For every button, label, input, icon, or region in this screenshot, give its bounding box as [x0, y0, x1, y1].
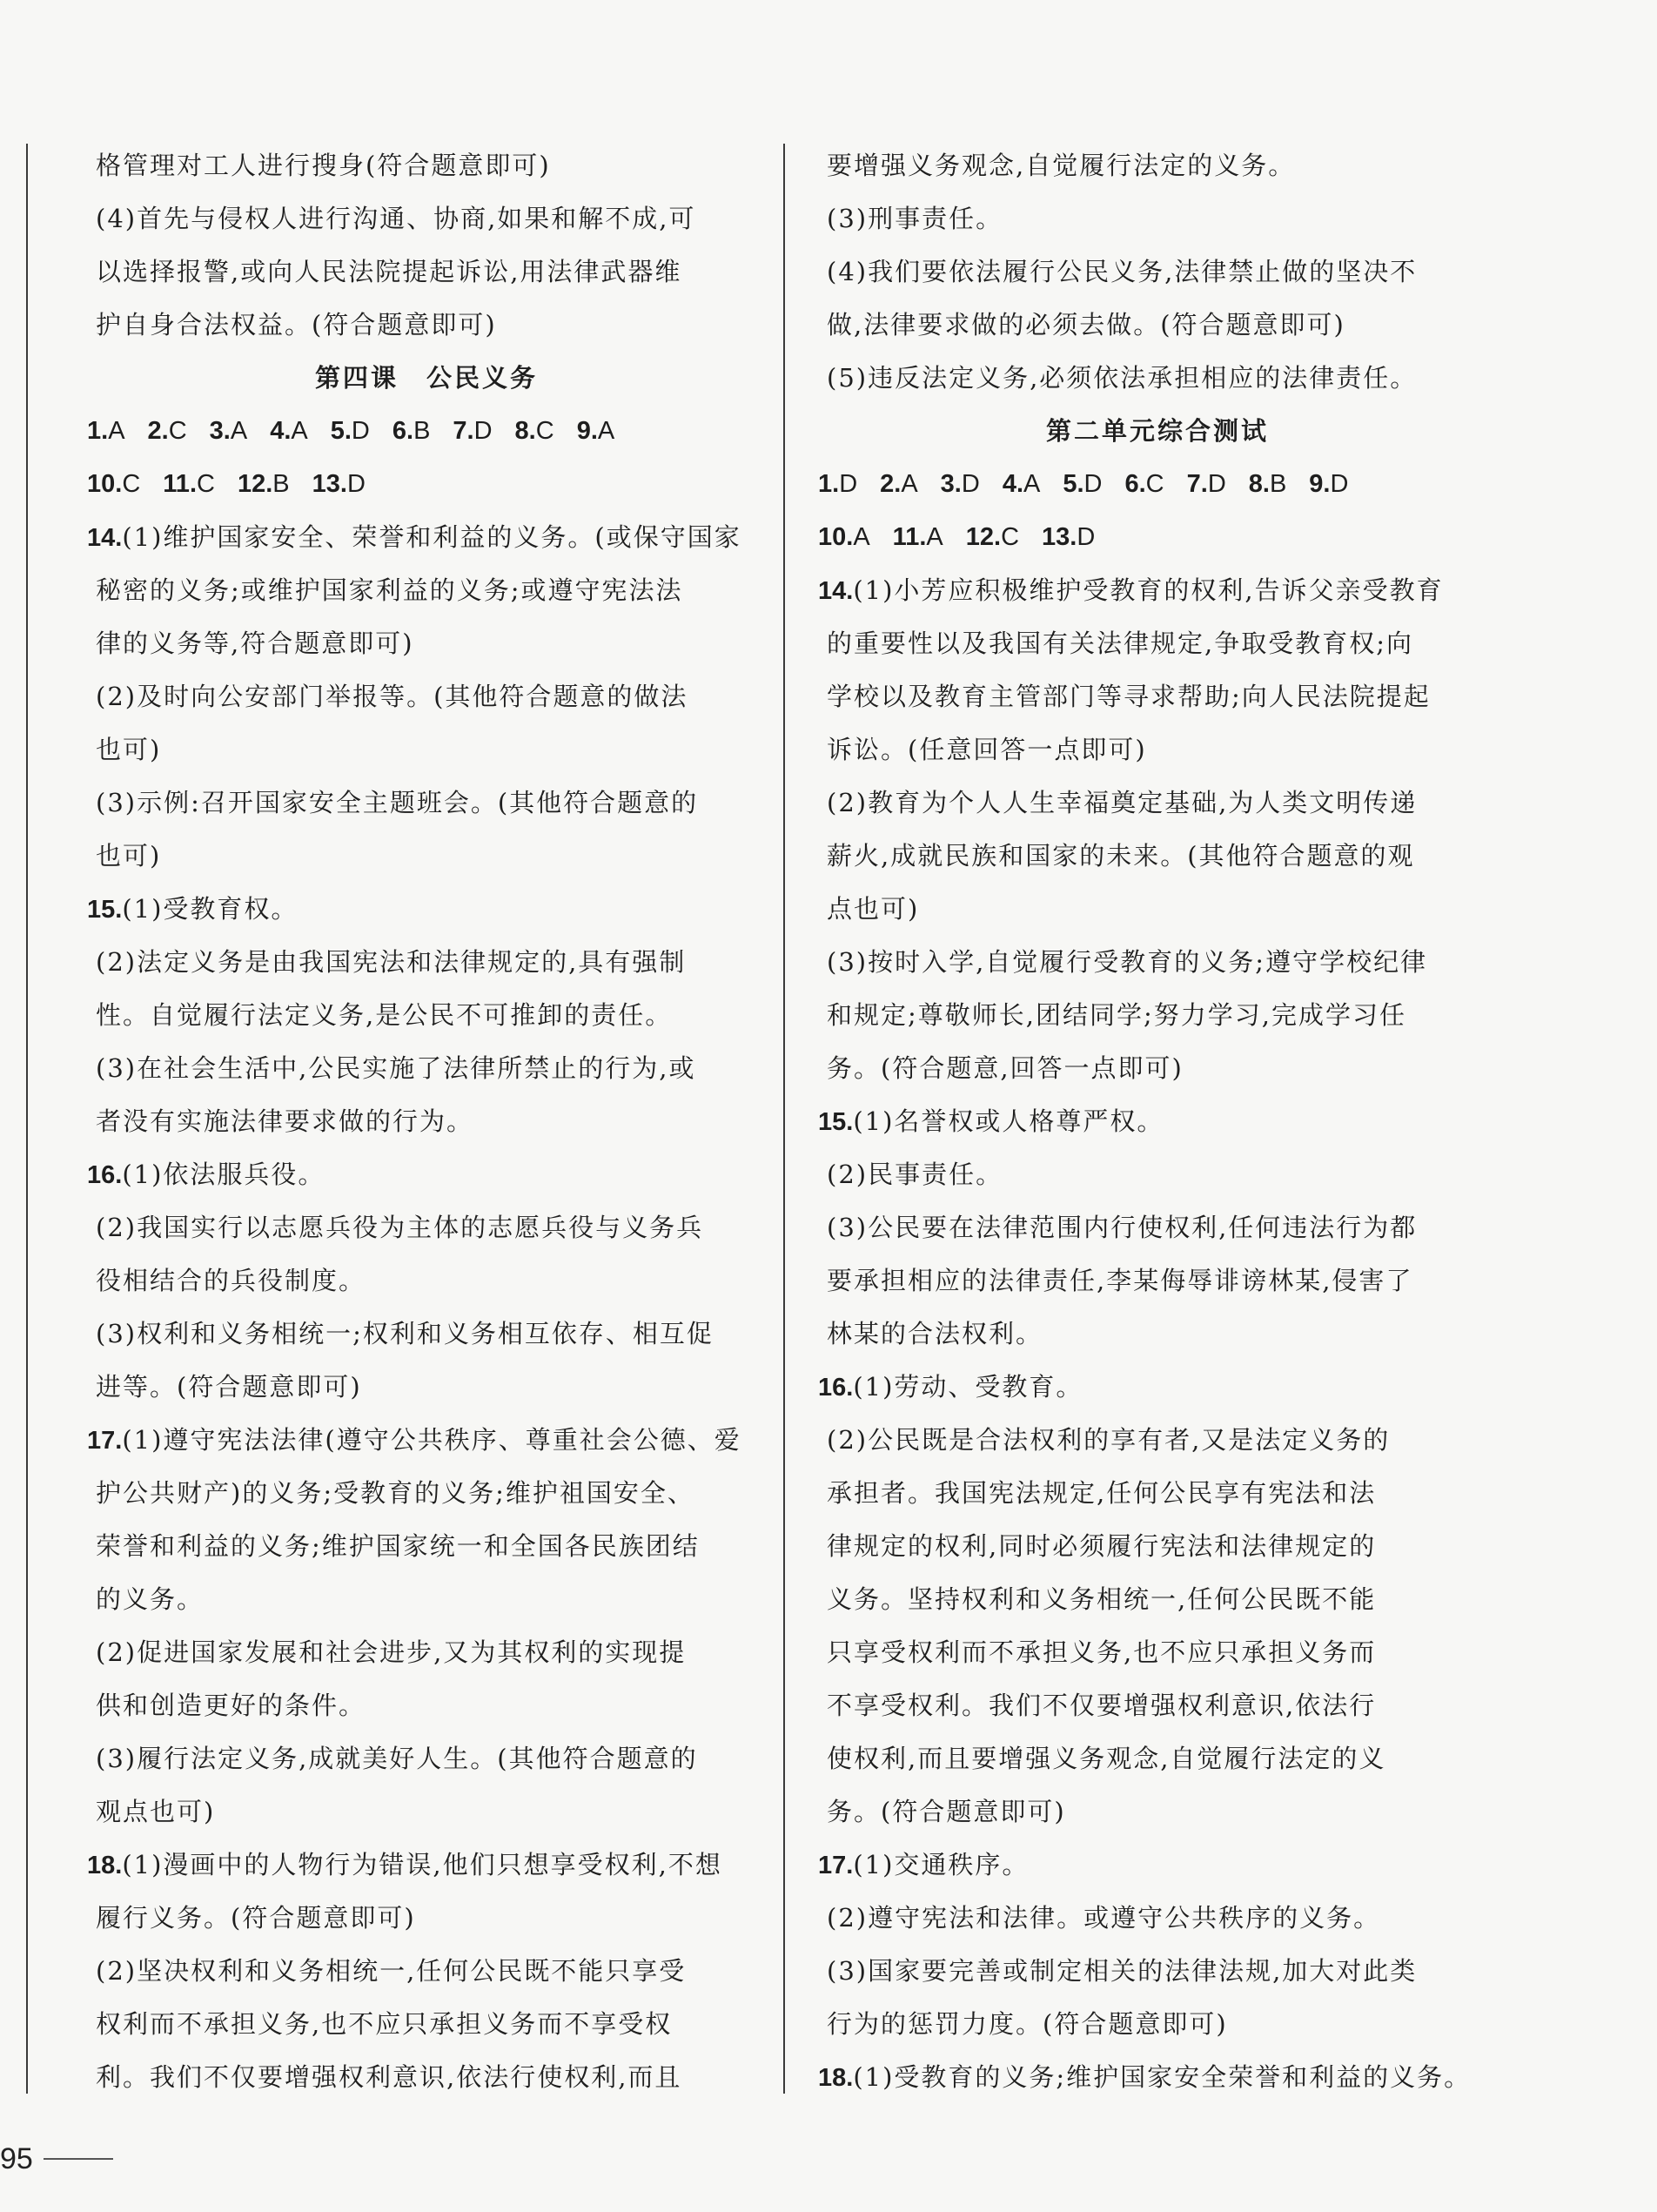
answer-text: 也可)	[96, 841, 162, 871]
answer-text: (3)刑事责任。	[827, 204, 1003, 233]
answer-item	[163, 470, 215, 498]
answer-line	[87, 192, 766, 245]
question-number: 17.	[87, 1427, 123, 1455]
answer-text: 者没有实施法律要求做的行为。	[96, 1106, 474, 1136]
answer-text: (3)履行法定义务,成就美好人生。(其他符合题意的	[96, 1744, 698, 1773]
answer-letter: C	[122, 470, 141, 498]
question-number: 18.	[87, 1852, 123, 1879]
answer-letter: D	[839, 470, 858, 498]
question-number: 6.	[392, 417, 414, 445]
answer-text: (4)我们要依法履行公民义务,法律禁止做的坚决不	[827, 257, 1418, 286]
question-first-line	[818, 1095, 1497, 1148]
answer-line	[87, 1732, 766, 1785]
answer-line	[818, 1998, 1497, 2051]
question-number: 15.	[87, 896, 123, 924]
answer-text: 的重要性以及我国有关法律规定,争取受教育权;向	[827, 629, 1413, 658]
answer-item	[1124, 470, 1164, 498]
answer-text: 役相结合的兵役制度。	[96, 1266, 366, 1295]
answer-line	[87, 1467, 766, 1520]
left-column	[87, 139, 766, 2104]
answer-item	[818, 470, 857, 498]
answer-text: 护自身合法权益。(符合题意即可)	[96, 310, 497, 340]
answer-text: 务。(符合题意,回答一点即可)	[827, 1053, 1184, 1083]
question-first-line	[818, 1839, 1497, 1892]
question-number: 2.	[880, 470, 902, 498]
question-number: 4.	[1002, 470, 1023, 498]
answer-line	[818, 1573, 1497, 1626]
question-number: 5.	[1063, 470, 1084, 498]
answer-text: (2)法定义务是由我国宪法和法律规定的,具有强制	[96, 947, 687, 977]
answer-line	[87, 1042, 766, 1095]
question-number: 10.	[818, 523, 854, 551]
answer-text: (4)首先与侵权人进行沟通、协商,如果和解不成,可	[96, 204, 696, 233]
answer-key-row	[87, 405, 766, 458]
section-heading: 第二单元综合测试	[1045, 416, 1269, 446]
question-number: 13.	[1042, 523, 1077, 551]
answer-item	[515, 417, 554, 445]
answer-line	[818, 777, 1497, 830]
answer-text: (2)我国实行以志愿兵役为主体的志愿兵役与义务兵	[96, 1213, 704, 1242]
answer-item	[1249, 470, 1287, 498]
answer-item	[893, 523, 943, 551]
answer-text: (2)教育为个人人生幸福奠定基础,为人类文明传递	[827, 788, 1418, 817]
answer-text: 和规定;尊敬师长,团结同学;努力学习,完成学习任	[827, 1000, 1406, 1030]
answer-text: (2)民事责任。	[827, 1160, 1003, 1189]
answer-item	[1309, 470, 1348, 498]
answer-line	[818, 1732, 1497, 1785]
question-number: 1.	[87, 417, 109, 445]
answer-text: (3)公民要在法律范围内行使权利,任何违法行为都	[827, 1213, 1418, 1242]
answer-item	[818, 523, 870, 551]
answer-line	[87, 1626, 766, 1679]
answer-text: 点也可)	[827, 894, 920, 924]
answer-letter: D	[1083, 470, 1103, 498]
question-number: 11.	[892, 523, 927, 551]
answer-text: (3)国家要完善或制定相关的法律法规,加大对此类	[827, 1956, 1418, 1986]
answer-text: 要承担相应的法律责任,李某侮辱诽谤林某,侵害了	[827, 1266, 1413, 1295]
answer-line	[87, 1520, 766, 1573]
question-number: 4.	[270, 417, 292, 445]
answer-line	[818, 1520, 1497, 1573]
answer-text: 权利而不承担义务,也不应只承担义务而不享受权	[96, 2009, 673, 2039]
answer-line	[818, 1467, 1497, 1520]
answer-text: 供和创造更好的条件。	[96, 1691, 366, 1720]
answer-line	[818, 1626, 1497, 1679]
answer-letter: A	[230, 417, 248, 445]
answer-line	[87, 1573, 766, 1626]
answer-item	[1042, 523, 1095, 551]
answer-text: (2)公民既是合法权利的享有者,又是法定义务的	[827, 1425, 1391, 1455]
answer-item	[941, 470, 980, 498]
answer-text: 荣誉和利益的义务;维护国家统一和全国各民族团结	[96, 1531, 700, 1561]
answer-text: (3)示例:召开国家安全主题班会。(其他符合题意的	[96, 788, 699, 817]
answer-line	[818, 192, 1497, 245]
answer-text: 林某的合法权利。	[827, 1319, 1043, 1348]
answer-letter: B	[272, 470, 290, 498]
answer-text: 行为的惩罚力度。(符合题意即可)	[827, 2009, 1228, 2039]
answer-text: 履行义务。(符合题意即可)	[96, 1903, 416, 1933]
answer-text: 的义务。	[96, 1584, 205, 1614]
question-number: 11.	[163, 470, 197, 498]
question-number: 7.	[1186, 470, 1208, 498]
answer-line	[818, 617, 1497, 670]
answer-line	[818, 139, 1497, 192]
answer-line	[87, 989, 766, 1042]
answer-line	[87, 936, 766, 989]
answer-text: 以选择报警,或向人民法院提起诉讼,用法律武器维	[96, 257, 682, 286]
answer-item	[238, 470, 290, 498]
question-first-line	[87, 511, 766, 564]
question-number: 14.	[87, 524, 123, 552]
answer-text: (1)交通秩序。	[853, 1850, 1030, 1879]
question-number: 3.	[940, 470, 962, 498]
answer-line	[818, 1892, 1497, 1945]
answer-text: (3)按时入学,自觉履行受教育的义务;遵守学校纪律	[827, 947, 1428, 977]
answer-line	[87, 299, 766, 352]
footer-rule	[44, 2158, 113, 2160]
answer-text: (2)及时向公安部门举报等。(其他符合题意的做法	[96, 682, 688, 711]
answer-text: 只享受权利而不承担义务,也不应只承担义务而	[827, 1637, 1377, 1667]
answer-text: (1)名誉权或人格尊严权。	[853, 1106, 1164, 1136]
answer-letter: A	[1023, 470, 1041, 498]
answer-text: 薪火,成就民族和国家的未来。(其他符合题意的观	[827, 841, 1415, 871]
answer-line	[87, 1361, 766, 1414]
answer-text: (1)维护国家安全、荣誉和利益的义务。(或保守国家	[122, 522, 741, 552]
answer-line	[87, 777, 766, 830]
question-first-line	[818, 1361, 1497, 1414]
answer-item	[966, 523, 1019, 551]
answer-line	[818, 1945, 1497, 1998]
answer-line	[818, 1254, 1497, 1308]
answer-line	[818, 1679, 1497, 1732]
answer-text: 律的义务等,符合题意即可)	[96, 629, 414, 658]
answer-letter: B	[1269, 470, 1287, 498]
answer-line	[818, 723, 1497, 777]
answer-text: (1)遵守宪法法律(遵守公共秩序、尊重社会公德、爱	[122, 1425, 741, 1455]
answer-item	[312, 470, 366, 498]
answer-letter: D	[1330, 470, 1349, 498]
question-first-line	[818, 2051, 1497, 2104]
answer-line	[87, 1945, 766, 1998]
question-number: 16.	[818, 1374, 854, 1402]
answer-line	[87, 245, 766, 299]
answer-text: (3)权利和义务相统一;权利和义务相互依存、相互促	[96, 1319, 714, 1348]
answer-letter: A	[901, 470, 918, 498]
answer-key-row	[818, 458, 1497, 511]
answer-text: 诉讼。(任意回答一点即可)	[827, 735, 1147, 764]
answer-letter: D	[961, 470, 980, 498]
answer-text: 护公共财产)的义务;受教育的义务;维护祖国安全、	[96, 1478, 694, 1508]
answer-letter: D	[1077, 523, 1096, 551]
answer-text: 也可)	[96, 735, 162, 764]
answer-text: (1)受教育的义务;维护国家安全荣誉和利益的义务。	[853, 2062, 1472, 2092]
answer-line	[818, 989, 1497, 1042]
answer-letter: C	[168, 417, 187, 445]
answer-letter: A	[853, 523, 870, 551]
answer-line	[87, 830, 766, 883]
answer-line	[87, 1679, 766, 1732]
answer-item	[148, 417, 187, 445]
question-first-line	[87, 1839, 766, 1892]
answer-item	[87, 417, 125, 445]
answer-text: 性。自觉履行法定义务,是公民不可推卸的责任。	[96, 1000, 673, 1030]
right-column	[818, 139, 1497, 2104]
answer-line	[87, 1095, 766, 1148]
question-number: 12.	[965, 523, 1002, 551]
answer-text: 做,法律要求做的必须去做。(符合题意即可)	[827, 310, 1345, 340]
page-footer	[0, 2137, 113, 2181]
column-divider	[783, 144, 785, 2094]
question-number: 8.	[514, 417, 536, 445]
answer-text: 利。我们不仅要增强权利意识,依法行使权利,而且	[96, 2062, 682, 2092]
question-number: 8.	[1248, 470, 1270, 498]
answer-letter: B	[413, 417, 431, 445]
answer-text: 观点也可)	[96, 1797, 216, 1826]
answer-letter: C	[1145, 470, 1164, 498]
answer-letter: C	[1001, 523, 1020, 551]
answer-letter: A	[926, 523, 943, 551]
answer-line	[818, 1414, 1497, 1467]
answer-text: 学校以及教育主管部门等寻求帮助;向人民法院提起	[827, 682, 1431, 711]
question-number: 3.	[209, 417, 231, 445]
answer-letter: A	[597, 417, 615, 445]
question-number: 2.	[147, 417, 169, 445]
question-number: 13.	[312, 470, 347, 498]
answer-item	[270, 417, 308, 445]
answer-letter: A	[108, 417, 125, 445]
answer-line	[87, 1308, 766, 1361]
answer-line	[87, 1785, 766, 1839]
question-number: 16.	[87, 1161, 123, 1189]
answer-key-row	[87, 458, 766, 511]
question-first-line	[818, 564, 1497, 617]
answer-text: (2)遵守宪法和法律。或遵守公共秩序的义务。	[827, 1903, 1381, 1933]
answer-text: 使权利,而且要增强义务观念,自觉履行法定的义	[827, 1744, 1386, 1773]
question-number: 14.	[818, 577, 854, 605]
question-number: 12.	[237, 470, 273, 498]
question-number: 9.	[1309, 470, 1331, 498]
answer-item	[87, 470, 140, 498]
answer-text: 务。(符合题意即可)	[827, 1797, 1066, 1826]
question-first-line	[87, 883, 766, 936]
answer-item	[1063, 470, 1102, 498]
answer-letter: A	[291, 417, 308, 445]
answer-line	[818, 670, 1497, 723]
answer-text: 不享受权利。我们不仅要增强权利意识,依法行	[827, 1691, 1377, 1720]
answer-line	[818, 830, 1497, 883]
answer-text: 格管理对工人进行搜身(符合题意即可)	[96, 151, 551, 180]
answer-text: (1)依法服兵役。	[122, 1160, 325, 1189]
answer-line	[818, 352, 1497, 405]
question-number: 5.	[330, 417, 352, 445]
answer-text: 进等。(符合题意即可)	[96, 1372, 362, 1402]
answer-line	[818, 1148, 1497, 1201]
answer-line	[87, 564, 766, 617]
answer-line	[818, 245, 1497, 299]
answer-text: (2)促进国家发展和社会进步,又为其权利的实现提	[96, 1637, 687, 1667]
answer-letter: D	[1207, 470, 1226, 498]
question-first-line	[87, 1148, 766, 1201]
section-heading: 第四课 公民义务	[314, 363, 538, 393]
answer-line	[87, 617, 766, 670]
question-number: 6.	[1124, 470, 1146, 498]
answer-line	[87, 2051, 766, 2104]
answer-line	[818, 883, 1497, 936]
answer-line	[87, 1201, 766, 1254]
answer-text: (1)漫画中的人物行为错误,他们只想享受权利,不想	[122, 1850, 722, 1879]
answer-line	[87, 1998, 766, 2051]
answer-line	[818, 1308, 1497, 1361]
answer-text: (3)在社会生活中,公民实施了法律所禁止的行为,或	[96, 1053, 696, 1083]
answer-item	[1187, 470, 1226, 498]
answer-item	[453, 417, 492, 445]
answer-item	[392, 417, 431, 445]
question-first-line	[87, 1414, 766, 1467]
answer-line	[818, 1042, 1497, 1095]
answer-text: (1)小芳应积极维护受教育的权利,告诉父亲受教育	[853, 575, 1444, 605]
answer-line	[818, 299, 1497, 352]
answer-line	[87, 723, 766, 777]
answer-line	[87, 1254, 766, 1308]
answer-line	[818, 1785, 1497, 1839]
answer-letter: D	[473, 417, 493, 445]
answer-line	[87, 139, 766, 192]
answer-text: (5)违反法定义务,必须依法承担相应的法律责任。	[827, 363, 1418, 393]
answer-item	[1003, 470, 1041, 498]
answer-text: 要增强义务观念,自觉履行法定的义务。	[827, 151, 1296, 180]
answer-item	[331, 417, 370, 445]
question-number: 18.	[818, 2064, 854, 2092]
answer-letter: C	[535, 417, 554, 445]
answer-item	[880, 470, 918, 498]
page-number: 95	[0, 2141, 33, 2175]
question-number: 9.	[576, 417, 598, 445]
answer-line	[87, 670, 766, 723]
answer-line	[818, 936, 1497, 989]
answer-letter: C	[197, 470, 215, 498]
answer-key-row	[818, 511, 1497, 564]
question-number: 1.	[818, 470, 840, 498]
answer-text: 义务。坚持权利和义务相统一,任何公民既不能	[827, 1584, 1377, 1614]
answer-letter: D	[351, 417, 370, 445]
answer-text: 秘密的义务;或维护国家利益的义务;或遵守宪法法	[96, 575, 683, 605]
answer-line	[818, 1201, 1497, 1254]
answer-text: (1)受教育权。	[122, 894, 299, 924]
question-number: 7.	[453, 417, 474, 445]
answer-letter: D	[346, 470, 366, 498]
answer-text: (2)坚决权利和义务相统一,任何公民既不能只享受	[96, 1956, 687, 1986]
answer-item	[577, 417, 615, 445]
question-number: 15.	[818, 1108, 854, 1136]
answer-line	[87, 1892, 766, 1945]
answer-text: 律规定的权利,同时必须履行宪法和法律规定的	[827, 1531, 1377, 1561]
answer-text: 承担者。我国宪法规定,任何公民享有宪法和法	[827, 1478, 1377, 1508]
answer-item	[210, 417, 248, 445]
answer-text: (1)劳动、受教育。	[853, 1372, 1083, 1402]
question-number: 10.	[87, 470, 123, 498]
question-number: 17.	[818, 1852, 854, 1879]
left-margin-rule	[26, 144, 28, 2094]
